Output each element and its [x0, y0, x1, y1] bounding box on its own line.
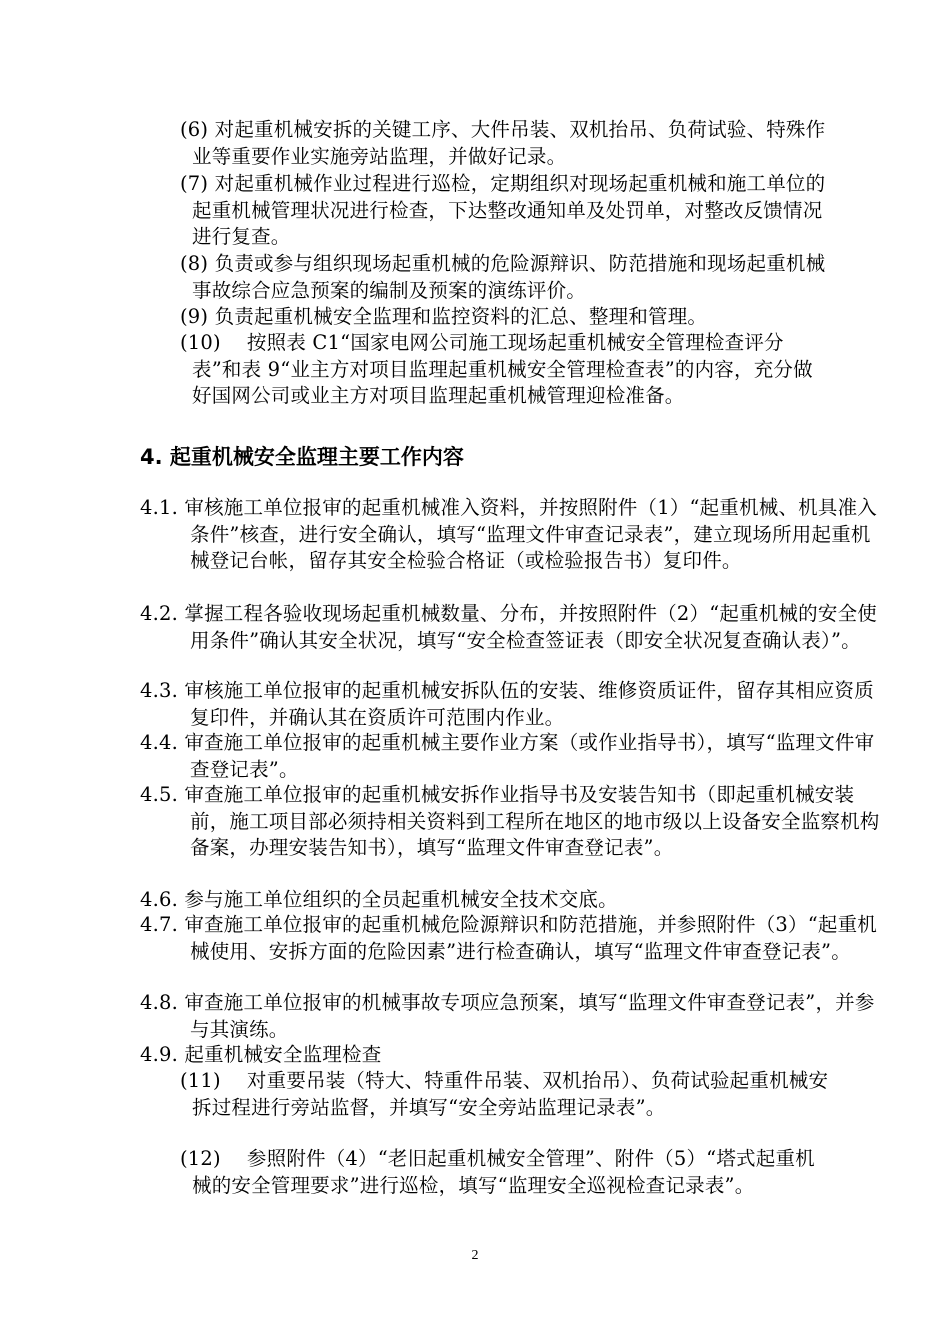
item-4-2: 4.2. 掌握工程各验收现场起重机械数量、分布，并按照附件（2）“起重机械的安全使用条件”确认其安全状况，填写“安全检查签证表（即安全状况复查确认表）”。 — [140, 602, 877, 652]
item-4-7: 4.7. 审查施工单位报审的起重机械危险源辩识和防范措施，并参照附件（3）“起重机械使用、安拆方面的危险因素”进行检查确认，填写“监理文件审查登记表”。 — [140, 913, 877, 963]
list-item-11: (11) 对重要吊装（特大、特重件吊装、双机抬吊）、负荷试验起重机械安拆过程进行旁站监督，并填写“安全旁站监理记录表”。 — [180, 1069, 829, 1119]
list-item-8: (8) 负责或参与组织现场起重机械的危险源辩识、防范措施和现场起重机械事故综合应急预案的编制及预案的演练评价。 — [180, 252, 826, 302]
item-4-6: 4.6. 参与施工单位组织的全员起重机械安全技术交底。 — [140, 888, 618, 911]
page-number: 2 — [471, 1248, 479, 1263]
item-4-4: 4.4. 审查施工单位报审的起重机械主要作业方案（或作业指导书），填写“监理文件审查登记表”。 — [140, 731, 875, 781]
list-item-6: (6) 对起重机械安拆的关键工序、大件吊装、双机抬吊、负荷试验、特殊作业等重要作业实施旁站监理，并做好记录。 — [180, 118, 826, 168]
item-4-9: 4.9. 起重机械安全监理检查 — [140, 1043, 382, 1066]
item-4-3: 4.3. 审核施工单位报审的起重机械安拆队伍的安装、维修资质证件，留存其相应资质复印件，并确认其在资质许可范围内作业。 — [140, 679, 874, 729]
list-item-10: (10) 按照表 C1“国家电网公司施工现场起重机械安全管理检查评分表”和表 9“业主方对项目监理起重机械安全管理检查表”的内容，充分做好国网公司或业主方对项目监理起重机械管理迎检准备。 — [180, 331, 813, 408]
item-4-1: 4.1. 审核施工单位报审的起重机械准入资料，并按照附件（1）“起重机械、机具准入条件”核查，进行安全确认，填写“监理文件审查记录表”，建立现场所用起重机械登记台帐，留存其安全检验合格证（或检验报告书）复印件。 — [140, 496, 877, 573]
section-heading: 4. 起重机械安全监理主要工作内容 — [140, 445, 464, 469]
item-4-8: 4.8. 审查施工单位报审的机械事故专项应急预案，填写“监理文件审查登记表”，并参与其演练。 — [140, 991, 875, 1041]
list-item-9: (9) 负责起重机械安全监理和监控资料的汇总、整理和管理。 — [180, 305, 708, 328]
list-item-7: (7) 对起重机械作业过程进行巡检，定期组织对现场起重机械和施工单位的起重机械管理状况进行检查，下达整改通知单及处罚单，对整改反馈情况进行复查。 — [180, 172, 826, 249]
list-item-12: (12) 参照附件（4）“老旧起重机械安全管理”、附件（5）“塔式起重机械的安全管理要求”进行巡检，填写“监理安全巡视检查记录表”。 — [180, 1147, 815, 1197]
item-4-5: 4.5. 审查施工单位报审的起重机械安拆作业指导书及安装告知书（即起重机械安装前，施工项目部必须持相关资料到工程所在地区的地市级以上设备安全监察机构备案，办理安装告知书），填写“监理文件审查登记表”。 — [140, 783, 880, 860]
